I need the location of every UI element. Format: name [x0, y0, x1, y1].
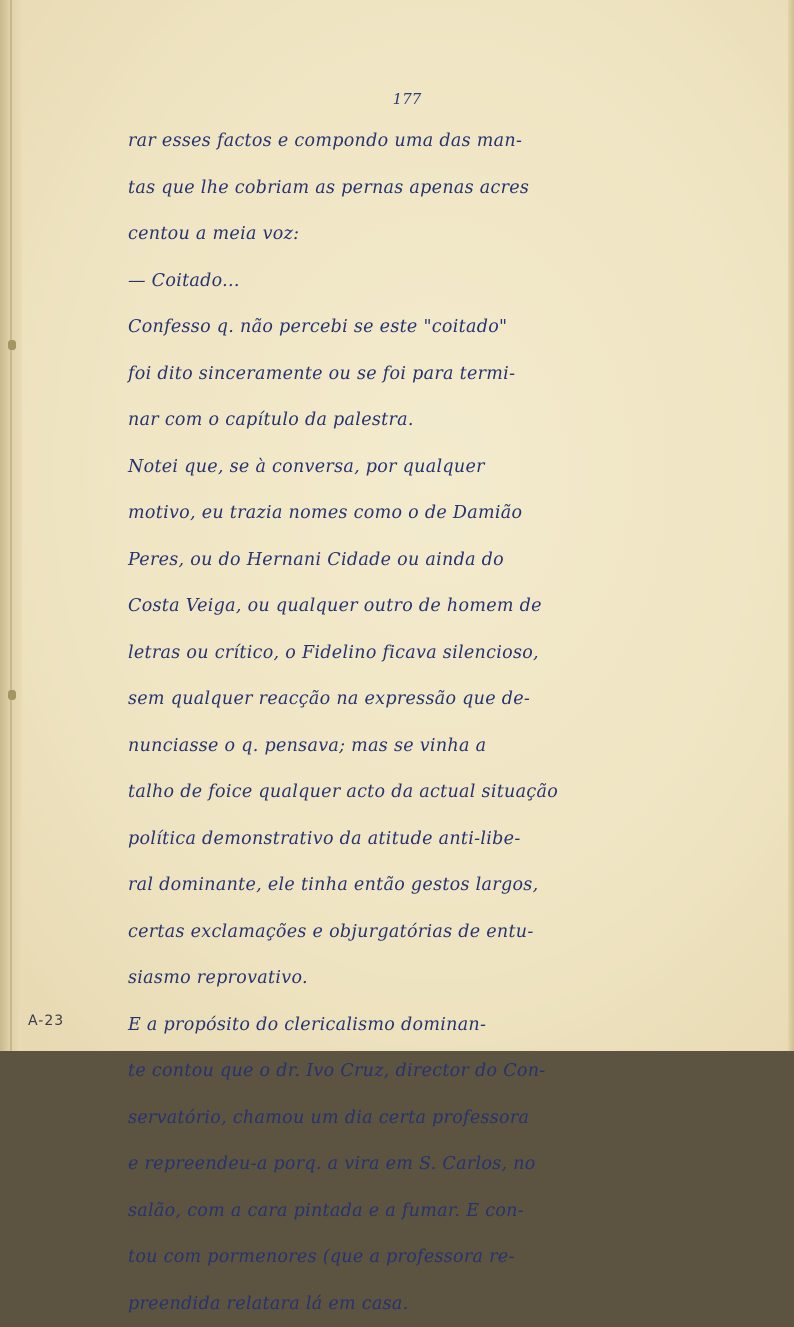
text-line: foi dito sinceramente ou se foi para termi- — [128, 351, 643, 398]
text-line: nunciasse o q. pensava; mas se vinha a — [128, 723, 643, 770]
text-line: centou a meia voz: — [128, 211, 643, 258]
text-line: servatório, chamou um dia certa professora — [128, 1095, 643, 1142]
text-line: Confesso q. não percebi se este "coitado" — [128, 304, 643, 351]
text-line: e repreendeu-a porq. a vira em S. Carlos, no — [128, 1141, 643, 1188]
text-line: sem qualquer reacção na expressão que de- — [128, 676, 643, 723]
text-line: Costa Veiga, ou qualquer outro de homem de — [128, 583, 643, 630]
page-edge — [788, 0, 794, 1051]
spine-fold — [10, 0, 12, 1051]
text-line: te contou que o dr. Ivo Cruz, director do Con- — [128, 1048, 643, 1095]
archive-reference: A-23 — [28, 1013, 64, 1029]
text-line: salão, com a cara pintada e a fumar. E con- — [128, 1188, 643, 1235]
text-line: — Coitado... — [128, 258, 643, 305]
text-line: Peres, ou do Hernani Cidade ou ainda do — [128, 537, 643, 584]
text-line: Notei que, se à conversa, por qualquer — [128, 444, 643, 491]
text-line: nar com o capítulo da palestra. — [128, 397, 643, 444]
text-line: talho de foice qualquer acto da actual situação — [128, 769, 643, 816]
text-line: motivo, eu trazia nomes como o de Damião — [128, 490, 643, 537]
handwritten-text-block — [128, 118, 643, 1327]
page-number: 177 — [0, 90, 794, 108]
text-line: preendida relatara lá em casa. — [128, 1281, 643, 1327]
text-line: E a propósito do clericalismo dominan- — [128, 1002, 643, 1049]
text-line: ral dominante, ele tinha então gestos largos, — [128, 862, 643, 909]
text-line: política demonstrativo da atitude anti-libe- — [128, 816, 643, 863]
binding-stitch — [8, 690, 16, 700]
text-line: letras ou crítico, o Fidelino ficava silencioso, — [128, 630, 643, 677]
text-line: certas exclamações e objurgatórias de entu- — [128, 909, 643, 956]
binding-stitch — [8, 340, 16, 350]
text-line: rar esses factos e compondo uma das man- — [128, 118, 643, 165]
text-line: tou com pormenores (que a professora re- — [128, 1234, 643, 1281]
text-line: siasmo reprovativo. — [128, 955, 643, 1002]
text-line: tas que lhe cobriam as pernas apenas acres — [128, 165, 643, 212]
